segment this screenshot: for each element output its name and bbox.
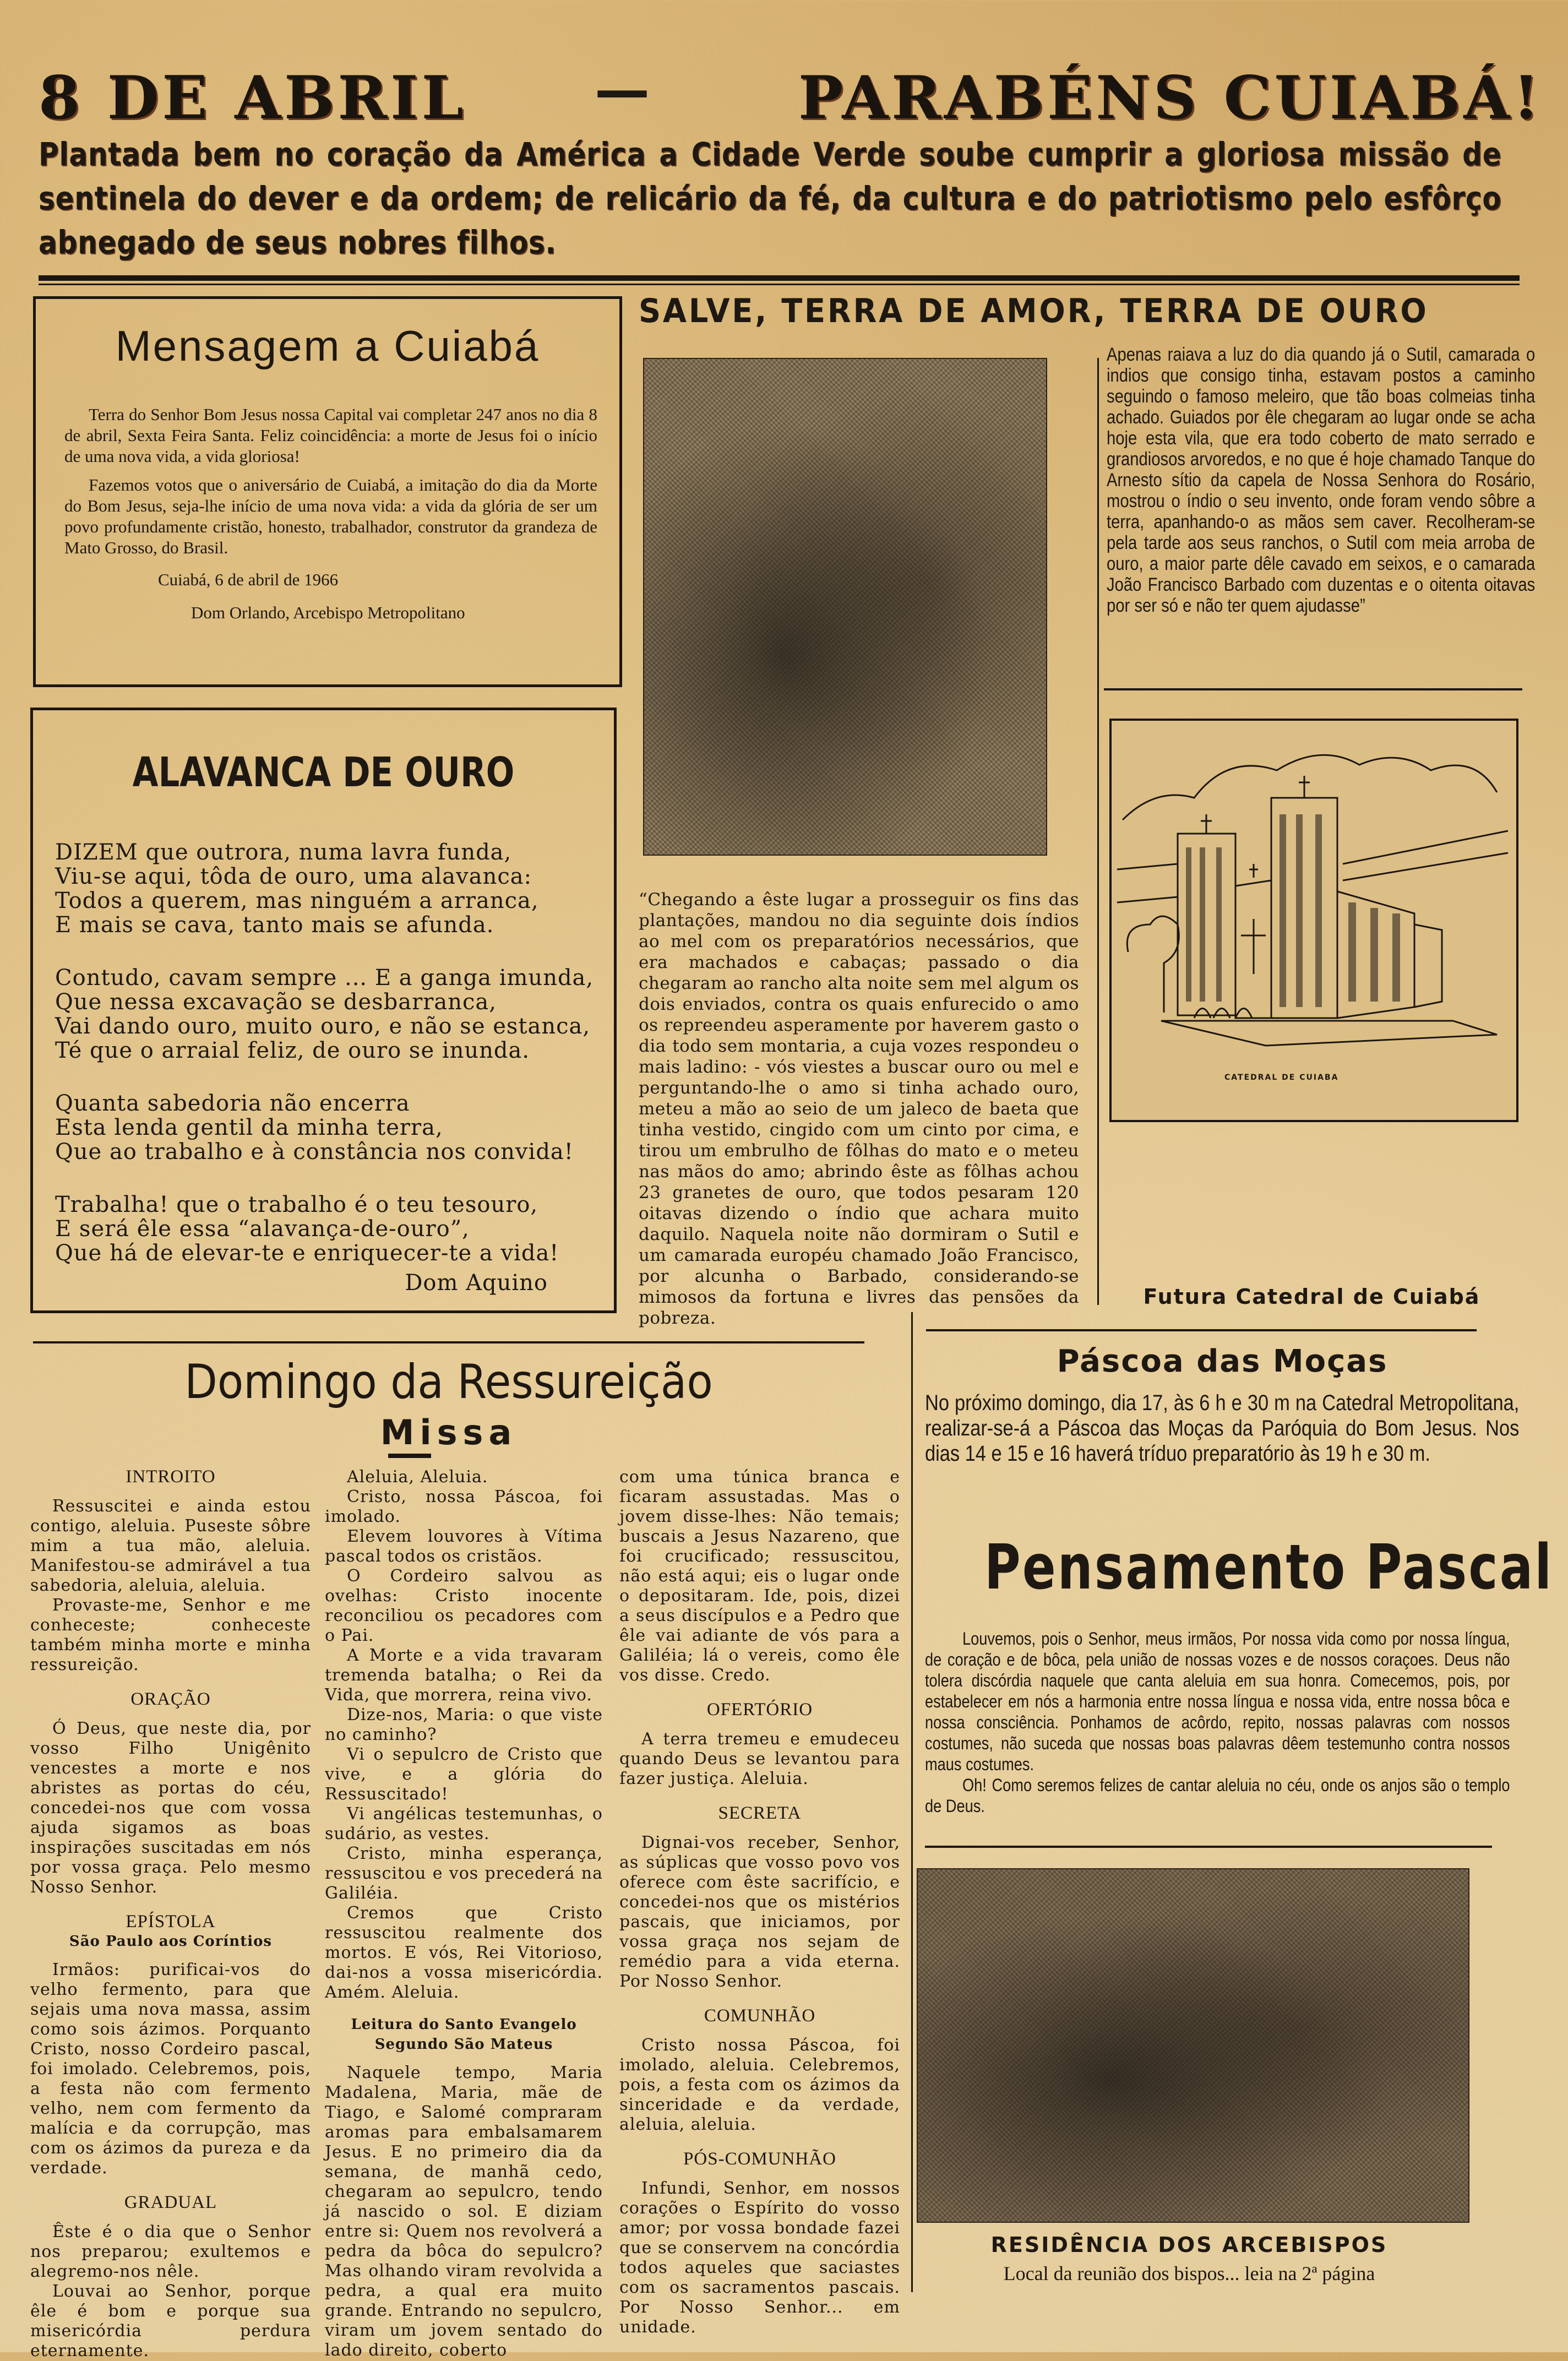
epistola-text: Irmãos: purificai-vos do velho fermento, para que sejais uma nova massa, assim como sois ázimos. Porquanto Cristo, nosso Cordeiro pascal, foi imolado. Celebremos, pois, a festa não com fermento velho, nem com fermento da malícia e da corrupção, mas com os ázimos da pureza e da verdade.	[30, 1960, 311, 2178]
gradual-text: Êste é o dia que o Senhor nos preparou; exultemos e alegremo-nos nêle.	[30, 2222, 311, 2281]
cathedral-illustration	[1112, 721, 1516, 1120]
pascoa-text: No próximo domingo, dia 17, às 6 h e 30 m na Catedral Metropolitana, realizar-se-á a Páscoa das Moças da Paróquia do Bom Jesus. Nos dias 14 e 15 e 16 haverá tríduo preparatório às 19 h e 30 m.	[925, 1391, 1520, 1466]
poem-line: Esta lenda gentil da minha terra,	[55, 1115, 443, 1140]
introito-text: Provaste-me, Senhor e me conheceste; conheceste também minha morte e minha ressureição.	[30, 1596, 311, 1674]
mensagem-body	[64, 404, 597, 623]
sequence-line: Cristo, nossa Páscoa, foi imolado.	[325, 1487, 603, 1526]
gradual-text: Louvai ao Senhor, porque êle é bom e porque sua misericórdia perdura eternamente.	[30, 2282, 311, 2360]
sequence-line: Elevem louvores à Vítima pascal todos os cristãos.	[325, 1527, 603, 1566]
cathedral-drawing	[1109, 719, 1518, 1122]
secreta-heading: SECRETA	[718, 1803, 802, 1823]
poem-line: Que ao trabalho e à constância nos convida!	[55, 1139, 574, 1165]
poem-line: Contudo, cavam sempre ... E a ganga imunda,	[55, 965, 594, 991]
domingo-title: Domingo da Ressureição	[184, 1354, 713, 1410]
sequence-line: Cremos que Cristo ressuscitou realmente dos mortos. E vós, Rei Vitorioso, dai-nos a vossa misericórdia. Amém. Aleluia.	[325, 1903, 603, 2002]
sequence-line: Dize-nos, Maria: o que viste no caminho?	[325, 1705, 603, 1744]
epistola-subheading: São Paulo aos Coríntios	[69, 1933, 273, 1950]
annex	[1414, 924, 1442, 1007]
sequence-line: A Morte e a vida travaram tremenda batalha; o Rei da Vida, que morrera, reina vivo.	[325, 1646, 603, 1705]
sky-lines	[1117, 831, 1508, 902]
sequence-line: Vi o sepulcro de Cristo que vive, e a glória do Ressuscitado!	[325, 1745, 603, 1804]
cathedral-caption: Futura Catedral de Cuiabá	[1143, 1285, 1480, 1309]
sequence-line: Vi angélicas testemunhas, o sudário, as vestes.	[325, 1804, 603, 1843]
missa-column-3	[619, 1467, 900, 2337]
poem-line: Trabalha! que o trabalho é o teu tesouro,	[55, 1192, 538, 1217]
poem-line: E será êle essa “alavança-de-ouro”,	[55, 1216, 470, 1242]
gradual-heading: GRADUAL	[124, 2193, 217, 2212]
pensamento-paragraph: Oh! Como seremos felizes de cantar aleluia no céu, onde os anjos são o templo de Deus.	[925, 1775, 1510, 1816]
pascoa-text-wrap	[925, 1390, 1520, 1518]
poem-line: Viu-se aqui, tôda de ouro, uma alavanca:	[55, 864, 532, 889]
poem-line: Vai dando ouro, muito ouro, e não se estanca,	[55, 1014, 591, 1039]
poem-stanza	[55, 966, 597, 1063]
column-divider	[911, 1312, 913, 2292]
pensamento-title: Pensamento Pascal	[984, 1532, 1554, 1603]
residencia-caption: RESIDÊNCIA DOS ARCEBISPOS	[990, 2233, 1388, 2257]
pensamento-body	[925, 1628, 1510, 1816]
cathedral-drawing-label: CATEDRAL DE CUIABA	[1224, 1073, 1339, 1082]
poem-stanza	[55, 1091, 597, 1164]
salve-title: SALVE, TERRA DE AMOR, TERRA DE OURO	[639, 292, 1429, 330]
pos-comunhao-text: Infundi, Senhor, em nossos corações o Espírito do vosso amor; por vossa bondade fazei que se conservem na concórdia todos aqueles que saciastes com os sacramentos pascais. Por Nosso Senhor... em unidade.	[619, 2179, 900, 2337]
poem-line: DIZEM que outrora, numa lavra funda,	[55, 840, 512, 865]
mensagem-title: Mensagem a Cuiabá	[115, 322, 540, 370]
comunhao-text: Cristo nossa Páscoa, foi imolado, aleluia. Celebremos, pois, a festa com os ázimos da sinceridade e da verdade, aleluia, aleluia.	[619, 2036, 900, 2134]
missa-underline	[388, 1454, 431, 1458]
mensagem-signature: Dom Orlando, Arcebispo Metropolitano	[191, 603, 465, 622]
tree	[1127, 916, 1179, 1013]
pensamento-body-wrap	[925, 1628, 1520, 1859]
salve-quote-text: “Chegando a êste lugar a prosseguir os fins das plantações, mandou no dia seguinte dois índios ao mel com os preparatórios necessários, que era machados e cabaças; passado o dia chegaram ao rancho alta noite sem mel algum os dois enviados, contra os quais enfurecido o amo os repreendeu asperamente por haverem gasto o dia todo sem montaria, a cuja vozes respondeu o mais ladino: - vós viestes a buscar ouro ou mel e perguntando-lhe o amo si tinha achado ouro, meteu a mão ao seio de um jaleco de baeta que tinha vestido, cingido com um cinto por cima, e tirou um embrulho de fôlhas do mato e o meteu nas mãos do amo; abrindo êste as fôlhas achou 23 granetes de ouro, que todos pesaram 120 oitavas dizendo o índio que achara muito daquilo. Naquela noite não dormiram o Sutil e um camarada européu chamado João Francisco, por alcunha o Barbado, considerando-se mimosos da fortuna e livres das pensões da pobreza.	[639, 890, 1079, 1328]
cloud-outline	[1123, 755, 1497, 820]
poem-stanza	[55, 1193, 597, 1265]
right-column-stack	[925, 1343, 1554, 1859]
banner-dash: —	[595, 58, 650, 122]
missa-column-1	[30, 1459, 311, 2361]
banner-rule	[39, 275, 1520, 281]
section-rule	[925, 1846, 1492, 1848]
city-building-photo	[643, 358, 1047, 856]
alavanca-poem	[55, 840, 597, 1295]
poem-line: E mais se cava, tanto mais se afunda.	[55, 912, 494, 938]
oracao-text: Ó Deus, que neste dia, por vosso Filho Unigênito vencestes a morte e nos abristes as portas do céu, concedei-nos que com vossa ajuda sigamos as boas inspirações suscitadas em nós por vossa graça. Pelo mesmo Nosso Senhor.	[30, 1719, 311, 1897]
plaza	[1161, 1021, 1497, 1046]
poem-line: Té que o arraial feliz, de ouro se inunda.	[55, 1038, 530, 1063]
banner-greeting: PARABÉNS CUIABÁ!	[798, 63, 1543, 133]
pos-comunhao-heading: PÓS-COMUNHÃO	[683, 2149, 836, 2169]
oracao-heading: ORAÇÃO	[130, 1689, 211, 1709]
mensagem-dateline: Cuiabá, 6 de abril de 1966	[158, 570, 339, 589]
banner-date: 8 DE ABRIL	[39, 63, 467, 133]
introito-heading: INTROITO	[126, 1467, 216, 1487]
section-rule	[926, 1329, 1477, 1331]
banner-lead: Plantada bem no coração da América a Cidade Verde soube cumprir a gloriosa missão de sentinela do dever e da ordem; de relicário da fé, da cultura e do patriotismo pelo esfôrço abnegado de seus nobres filhos.	[39, 135, 1502, 261]
evangelho-continued: com uma túnica branca e ficaram assustadas. Mas o jovem disse-lhes: Não temais; buscais a Jesus Nazareno, que foi crucificado; ressuscitou, não está aqui; eis o lugar onde o depositaram. Ide, pois, dizei a seus discípulos e a Pedro que êle vai adiante de vós para a Galiléia; lá o vereis, como êle vos disse. Credo.	[619, 1467, 900, 1685]
ofertorio-heading: OFERTÓRIO	[706, 1700, 813, 1720]
poem-line: Que nessa excavação se desbarranca,	[55, 989, 497, 1015]
mensagem-paragraph: Terra do Senhor Bom Jesus nossa Capital vai completar 247 anos no dia 8 de abril, Sexta Feira Santa. Feliz coincidência: a morte de Jesus foi o início de uma nova vida, a vida gloriosa!	[64, 405, 597, 466]
section-rule	[1104, 688, 1522, 690]
sequence-line: Cristo, minha esperança, ressuscitou e vos precederá na Galiléia.	[325, 1844, 603, 1903]
salve-right-text: Apenas raiava a luz do dia quando já o Sutil, camarada o indios que consigo tinha, estavam postos a caminho seguindo o famoso meleiro, que tão boas colmeias tinha achado. Guiados por êle chegaram ao lugar onde se acha hoje esta vila, que era todo coberto de mato serrado e grandiosos arvoredos, e no que é hoje chamado Tanque do Arnesto sítio da capela de Nossa Senhora do Rosário, mostrou o índio o seu invento, onde foram vendo sôbre a terra, apanhando-o as mãos sem caver. Recolheram-se pela tarde aos seus ranchos, o Sutil com meia arroba de ouro, a maior parte dêle cavado em seixos, e o camarada João Francisco Barbado com duzentas e o oitenta oitavas por ser só e não ter quem ajudasse”	[1107, 344, 1536, 616]
residencia-photo	[917, 1868, 1469, 2223]
ofertorio-text: A terra tremeu e emudeceu quando Deus se levantou para fazer justiça. Aleluia.	[619, 1729, 900, 1788]
section-rule	[33, 1341, 864, 1343]
sequence-line: Aleluia, Aleluia.	[347, 1467, 488, 1487]
secreta-text: Dignai-vos receber, Senhor, as súplicas que vosso povo vos oferece com êste sacrifício, e concedei-nos que os mistérios pascais, que iniciamos, por vossa graça nos sejam de remédio para a vida eterna. Por Nosso Senhor.	[619, 1833, 900, 1991]
poem-stanza	[55, 840, 597, 937]
comunhao-heading: COMUNHÃO	[704, 2006, 816, 2026]
pascoa-title: Páscoa das Moças	[1057, 1343, 1388, 1379]
alavanca-title: ALAVANCA DE OURO	[132, 749, 515, 796]
pensamento-paragraph: Louvemos, pois o Senhor, meus irmãos, Por nossa vida como por nossa língua, de coração e de bôca, pela união de nossas vozes e de nossos coraçoes. Deus não tolera discórdia naquele que canta aleluia em sua honra. Comecemos, pois, por estabelecer em nós a harmonia entre nossa língua e nossa vida, entre nossa bôca e nossa consciência. Ponhamos de acôrdo, repito, nossas palavras com nossos costumes, não suceda que nossas boas palavras dêem testemunho contra nossos maus costumes.	[925, 1629, 1510, 1774]
alavanca-author: Dom Aquino	[405, 1270, 548, 1296]
residencia-subcaption: Local da reunião dos bispos... leia na 2ª página	[1003, 2262, 1375, 2284]
poem-line: Que há de elevar-te e enriquecer-te a vida!	[55, 1241, 559, 1266]
column-divider	[1097, 358, 1099, 1305]
poem-line: Todos a querem, mas ninguém a arranca,	[55, 888, 539, 913]
poem-line: Quanta sabedoria não encerra	[55, 1091, 410, 1116]
evangelho-heading: Leitura do Santo Evangelo Segundo São Mateus	[351, 2016, 577, 2053]
missa-subtitle: Missa	[380, 1412, 518, 1452]
evangelho-text: Naquele tempo, Maria Madalena, Maria, mãe de Tiago, e Salomé compraram aromas para embalsamarem Jesus. E no primeiro dia da semana, de manhã cedo, chegaram ao sepulcro, tendo já nascido o sol. E diziam entre si: Quem nos revolverá a pedra da bôca do sepulcro? Mas olhando viram revolvida a pedra, a qual era muito grande. Entrando no sepulcro, viram um jovem sentado do lado direito, coberto	[325, 2063, 603, 2360]
sequence-line: O Cordeiro salvou as ovelhas: Cristo inocente reconciliou os pecadores com o Pai.	[325, 1566, 603, 1645]
missa-column-2	[325, 1467, 603, 2360]
epistola-heading: EPÍSTOLA	[126, 1912, 216, 1932]
mensagem-box	[33, 296, 622, 687]
introito-text: Ressuscitei e ainda estou contigo, aleluia. Puseste sôbre mim a tua mão, aleluia. Manifestou-se admirável a tua sabedoria, aleluia, aleluia.	[30, 1497, 311, 1595]
banner-rule-thin	[39, 284, 1520, 285]
alavanca-box	[30, 708, 617, 1313]
mensagem-paragraph: Fazemos votos que o aniversário de Cuiabá, a imitação do dia da Morte do Bom Jesus, seja-lhe início de uma nova vida: a vida da glória de ser um povo profundamente cristão, honesto, trabalhador, construtor da grandeza de Mato Grosso, do Brasil.	[64, 475, 597, 557]
